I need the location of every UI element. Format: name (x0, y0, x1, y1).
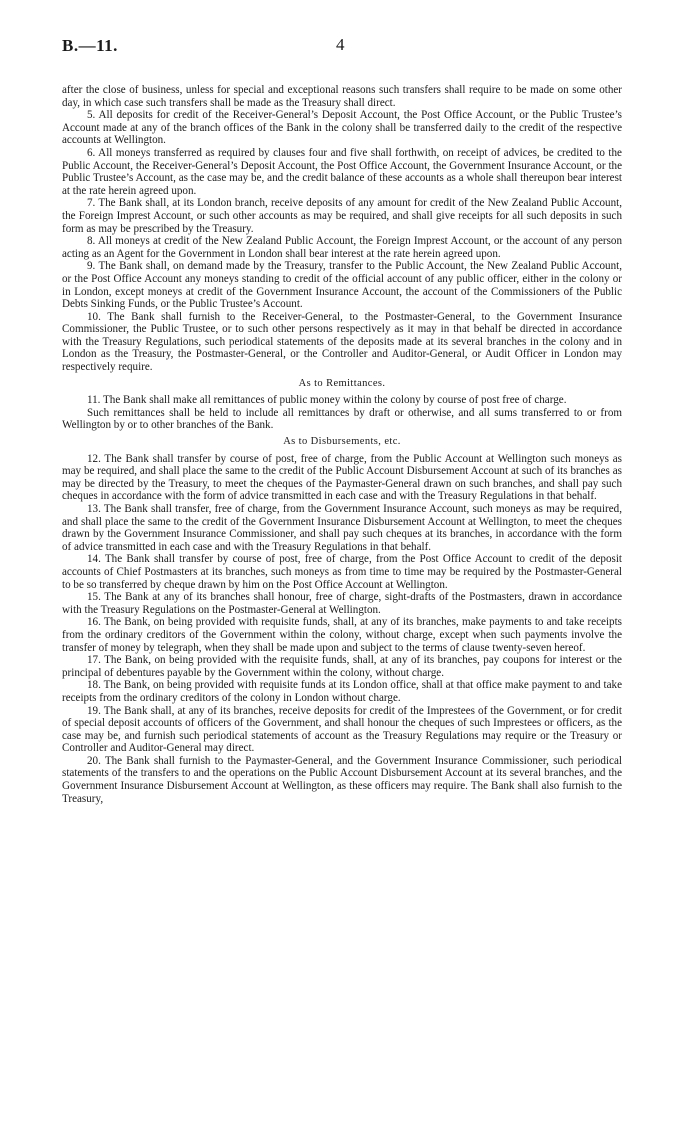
paragraph-15: 15. The Bank at any of its branches shall honour, free of charge, sight-drafts of the Postmasters, drawn in accordance with the Treasury Regulations on the Postmaster-General at Wellington. (62, 591, 622, 616)
paragraph-19: 19. The Bank shall, at any of its branches, receive deposits for credit of the Imprestees of the Government, or for credit of special deposit accounts of officers of the Government, and shall honour the cheques of such Imprestees or officers, as the case may be, and furnish such periodical statements of account as the Treasury Regulations may require or the Treasury or Controller and Auditor-General may direct. (62, 704, 622, 755)
paragraph-9: 9. The Bank shall, on demand made by the Treasury, transfer to the Public Account, the New Zealand Public Account, or the Post Office Account any moneys standing to credit of the official account of any public officer, either in the colony or in London, except moneys at credit of the Government Insurance Account, the account of the Commissioners of the Public Debts Sinking Funds, or the Public Trustee’s Account. (62, 260, 622, 311)
paragraph-13: 13. The Bank shall transfer, free of charge, from the Government Insurance Account, such moneys as may be required, and shall place the same to the credit of the Government Insurance Disbursement Account at Wellington, to meet the cheques drawn by the Government Insurance Commissioner, and shall pay such cheques at its branches, in accordance with the form of advice transmitted in each case and with the Treasury Regulations in that behalf. (62, 503, 622, 553)
paragraph-12: 12. The Bank shall transfer by course of post, free of charge, from the Public Account at Wellington such moneys as may be required, and shall place the same to the credit of the Public Account Disbursement Account at such of its branches as may be directed by the Treasury, to meet the cheques of the Paymaster-General drawn on such branches, and shall pay such cheques in accordance with the form of advice transmitted in each case and with the Treasury Regulations in that behalf. (62, 452, 622, 503)
paragraph-18: 18. The Bank, on being provided with requisite funds at its London office, shall at that office make payment to and take receipts from the ordinary creditors of the colony in London without charge. (62, 679, 622, 704)
paragraph-7: 7. The Bank shall, at its London branch, receive deposits of any amount for credit of the New Zealand Public Account, the Foreign Imprest Account, or such other accounts as may be required, and shall give receipts for all such deposits in such form as may be prescribed by the Treasury. (62, 197, 622, 235)
paragraph-11-b: Such remittances shall be held to include all remittances by draft or otherwise, and all sums transferred to or from Wellington by or to other branches of the Bank. (62, 406, 622, 432)
paragraph-14: 14. The Bank shall transfer by course of post, free of charge, from the Post Office Account to credit of the deposit accounts of Chief Postmasters at its branches, such moneys as from time to time may be required by the Postmaster-General to be so transferred by cheque drawn by him on the Post Office Account at Wellington. (62, 553, 622, 591)
section-heading-disbursements: As to Disbursements, etc. (283, 436, 401, 448)
paragraph-17: 17. The Bank, on being provided with the requisite funds, shall, at any of its branches, pay coupons for interest or the principal of debentures payable by the Government within the colony, without charge. (62, 654, 622, 679)
paragraph-8: 8. All moneys at credit of the New Zealand Public Account, the Foreign Imprest Account, or the account of any person acting as an Agent for the Government in London shall bear interest at the rate herein agreed upon. (62, 235, 622, 260)
document-body (62, 84, 622, 805)
paragraph-10: 10. The Bank shall furnish to the Receiver-General, to the Postmaster-General, to the Government Insurance Commissioner, the Public Trustee, or to such other persons respectively as it may in that behalf be directed in accordance with the Treasury Regulations, such periodical statements of the deposits made at its several branches in the colony and in London as the Treasury, the Postmaster-General, or the Controller and Auditor-General, or Audit Officer in London may respectively require. (62, 310, 622, 374)
paragraph-16: 16. The Bank, on being provided with requisite funds, shall, at any of its branches, make payments to and take receipts from the ordinary creditors of the Government within the colony, without charge, except when such payments involve the transfer of money by telegraph, when they shall be made upon and subject to the terms of clause twenty-seven hereof. (62, 616, 622, 654)
section-heading-remittances: As to Remittances. (298, 377, 386, 389)
page-number: 4 (336, 35, 345, 54)
paragraph-4-continued: after the close of business, unless for special and exceptional reasons such transfers shall require to be made on some other day, in which case such transfers shall be made as the Treasury shall direct. (62, 84, 622, 109)
document-reference: B.—11. (62, 36, 118, 55)
paragraph-20: 20. The Bank shall furnish to the Paymaster-General, and the Government Insurance Commissioner, such periodical statements of the transfers to and the operations on the Public Account Disbursement Account at its several branches, and the Government Insurance Disbursement Account at Wellington, as these officers may require. The Bank shall also furnish to the Treasury, (62, 754, 622, 805)
paragraph-5: 5. All deposits for credit of the Receiver-General’s Deposit Account, the Post Office Account, or the Public Trustee’s Account made at any of the branch offices of the Bank in the colony shall be transferred daily to the credit of the respective accounts at Wellington. (62, 109, 622, 147)
paragraph-6: 6. All moneys transferred as required by clauses four and five shall forthwith, on receipt of advices, be credited to the Public Account, the Receiver-General’s Deposit Account, the Post Office Account, the Government Insurance Account, or the Public Trustee’s Account, as the case may be, and the credit balance of these accounts as a whole shall thereupon bear interest at the rate herein agreed upon. (62, 146, 622, 197)
paragraph-11: 11. The Bank shall make all remittances of public money within the colony by course of post free of charge. (87, 394, 567, 407)
